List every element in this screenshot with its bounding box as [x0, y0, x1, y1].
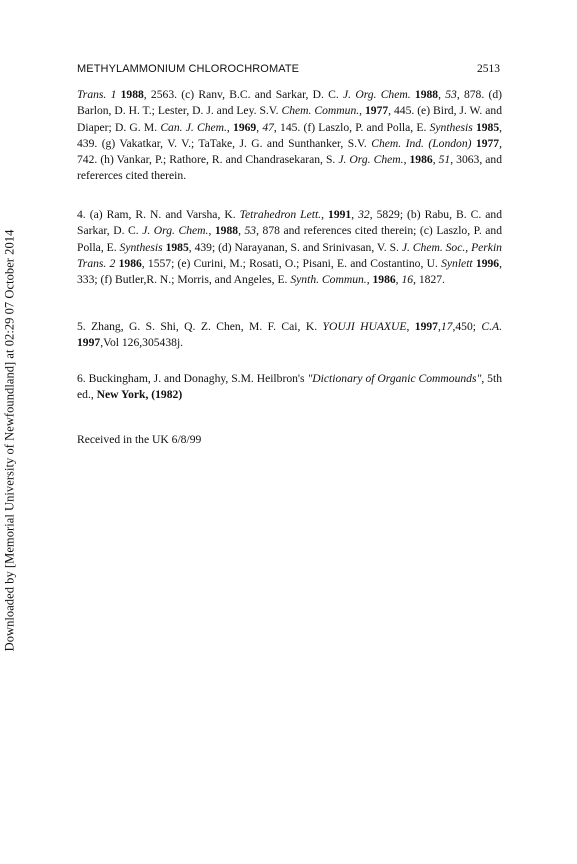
reference-text-run: Chem. Commun. [281, 104, 360, 118]
reference-text-run: , 5th ed., [77, 372, 502, 402]
reference-text-run: 1985 [475, 120, 500, 134]
received-date: Received in the UK 6/8/99 [77, 433, 202, 446]
download-watermark-text: Downloaded by [Memorial University of Newfoundland] at 02:29 07 October 2014 [2, 229, 17, 651]
reference-text-run: , 878. (d) Barlon, D. H. T.; Lester, D. J. and Ley. S.V. [77, 88, 503, 118]
reference-text-run: 6. Buckingham, J. and Donaghy, S.M. Heilbron's [77, 372, 308, 385]
reference-text-run: , [432, 153, 439, 167]
reference-text-run: 17 [440, 320, 453, 333]
reference-text-run: 1991 [328, 208, 352, 221]
reference-text-run: 53 [244, 224, 257, 238]
reference-text-run: Synlett [441, 256, 473, 270]
reference-text-run: 1977 [475, 136, 500, 150]
reference-text-run: J. Org. Chem. [343, 88, 411, 101]
reference-text-run: , 1557; (e) Curini, M.; Rosati, O.; Pisani, E. and Costantino, U. [141, 256, 442, 270]
reference-4 [77, 207, 502, 288]
reference-text-run: 1985 [165, 240, 189, 254]
page-number: 2513 [477, 63, 500, 75]
reference-text-run: , [238, 224, 245, 238]
reference-text-run: 1977 [364, 104, 389, 118]
reference-text-run: Synthesis [429, 120, 473, 134]
reference-text-run: J. Org. Chem. [338, 153, 404, 167]
reference-text-run: , [226, 120, 234, 134]
reference-text-run: , [438, 88, 446, 101]
reference-text-run: 32 [358, 208, 370, 221]
reference-text-run: Can. J. Chem. [160, 120, 227, 134]
reference-text-run: Tetrahedron Lett. [239, 208, 322, 221]
reference-text-run: 1986 [409, 153, 433, 167]
reference-text-run: , 1827. [413, 273, 445, 287]
reference-text-run: , [208, 224, 215, 238]
reference-text-run: Trans. 1 [77, 88, 121, 101]
reference-text-run: "Dictionary of Organic Commounds" [307, 372, 482, 385]
reference-text-run: , 333; (f) Butler,R. N.; Morris, and Angeles, E. [77, 256, 502, 287]
reference-text-run: , 742. (h) Vankar, P.; Rathore, R. and Chandrasekaran, S. [77, 136, 502, 167]
reference-text-run: 16 [401, 273, 414, 287]
reference-text-run: 51 [438, 153, 451, 167]
reference-text-run: Synth. Commun. [290, 273, 367, 287]
reference-text-run: 5. Zhang, G. S. Shi, Q. Z. Chen, M. F. Cai, K. [77, 320, 323, 333]
reference-text-run: , [321, 208, 329, 221]
reference-text-run: Synthesis [119, 240, 163, 254]
reference-text-run: Chem. Ind. (London) [371, 136, 472, 150]
reference-text-run: 1969 [233, 120, 257, 134]
reference-text-run: , 878 and references cited therein; (c) Laszlo, P. and Polla, E. [77, 224, 502, 254]
reference-text-run: J. Org. Chem. [142, 224, 209, 238]
reference-text-run: , [256, 120, 263, 134]
reference-text-run: ,450; [452, 320, 482, 333]
reference-text-run: C.A. [481, 320, 502, 333]
reference-text-run: 1997 [77, 336, 101, 350]
reference-text-run: , [403, 153, 410, 167]
reference-text-run: , 3063, and refererces cited therein. [77, 153, 503, 183]
reference-5 [77, 319, 502, 352]
running-title: METHYLAMMONIUM CHLOROCHROMATE [77, 63, 300, 75]
reference-text-run: , 445. (e) Bird, J. W. and Diaper; D. G. M. [77, 104, 502, 134]
reference-text-run: 1996 [475, 256, 500, 270]
reference-text-run: 1986 [118, 256, 142, 270]
reference-text-run: J. Chem. Soc., Perkin Trans. 2 [77, 240, 502, 270]
reference-text-run: 53 [445, 88, 457, 101]
reference-text-run: New York, (1982) [96, 388, 183, 402]
reference-text-run: , [351, 208, 359, 221]
reference-3-continued [77, 87, 502, 185]
download-watermark [0, 205, 20, 675]
reference-6 [77, 371, 502, 404]
reference-text-run: 1997 [414, 320, 438, 333]
reference-text-run: 47 [262, 120, 274, 134]
reference-text-run: 1988 [414, 88, 439, 101]
reference-text-run: , [366, 273, 373, 287]
page-header [77, 63, 500, 75]
reference-text-run: , 145. (f) Laszlo, P. and Polla, E. [273, 120, 430, 134]
reference-text-run: , 5829; (b) Rabu, B. C. and Sarkar, D. C. [77, 208, 503, 238]
reference-text-run: 1988 [214, 224, 239, 238]
reference-text-run: 1986 [372, 273, 396, 287]
reference-text-run: , 2563. (c) Ranv, B.C. and Sarkar, D. C. [143, 88, 344, 101]
reference-text-run: , 439. (g) Vakatkar, V. V.; TaTake, J. G. and Sunthanker, S.V. [77, 120, 503, 150]
reference-text-run: YOUJI HUAXUE [322, 320, 407, 333]
reference-text-run: , [406, 320, 415, 333]
reference-text-run: ,Vol 126,305438j. [100, 336, 184, 350]
reference-text-run: , [395, 273, 402, 287]
reference-text-run: , [359, 104, 365, 118]
reference-text-run: 4. (a) Ram, R. N. and Varsha, K. [77, 208, 240, 221]
reference-text-run: 1988 [120, 88, 144, 101]
reference-text-run: , 439; (d) Narayanan, S. and Srinivasan, V. S. [188, 240, 402, 254]
reference-text-run: , [437, 320, 441, 333]
